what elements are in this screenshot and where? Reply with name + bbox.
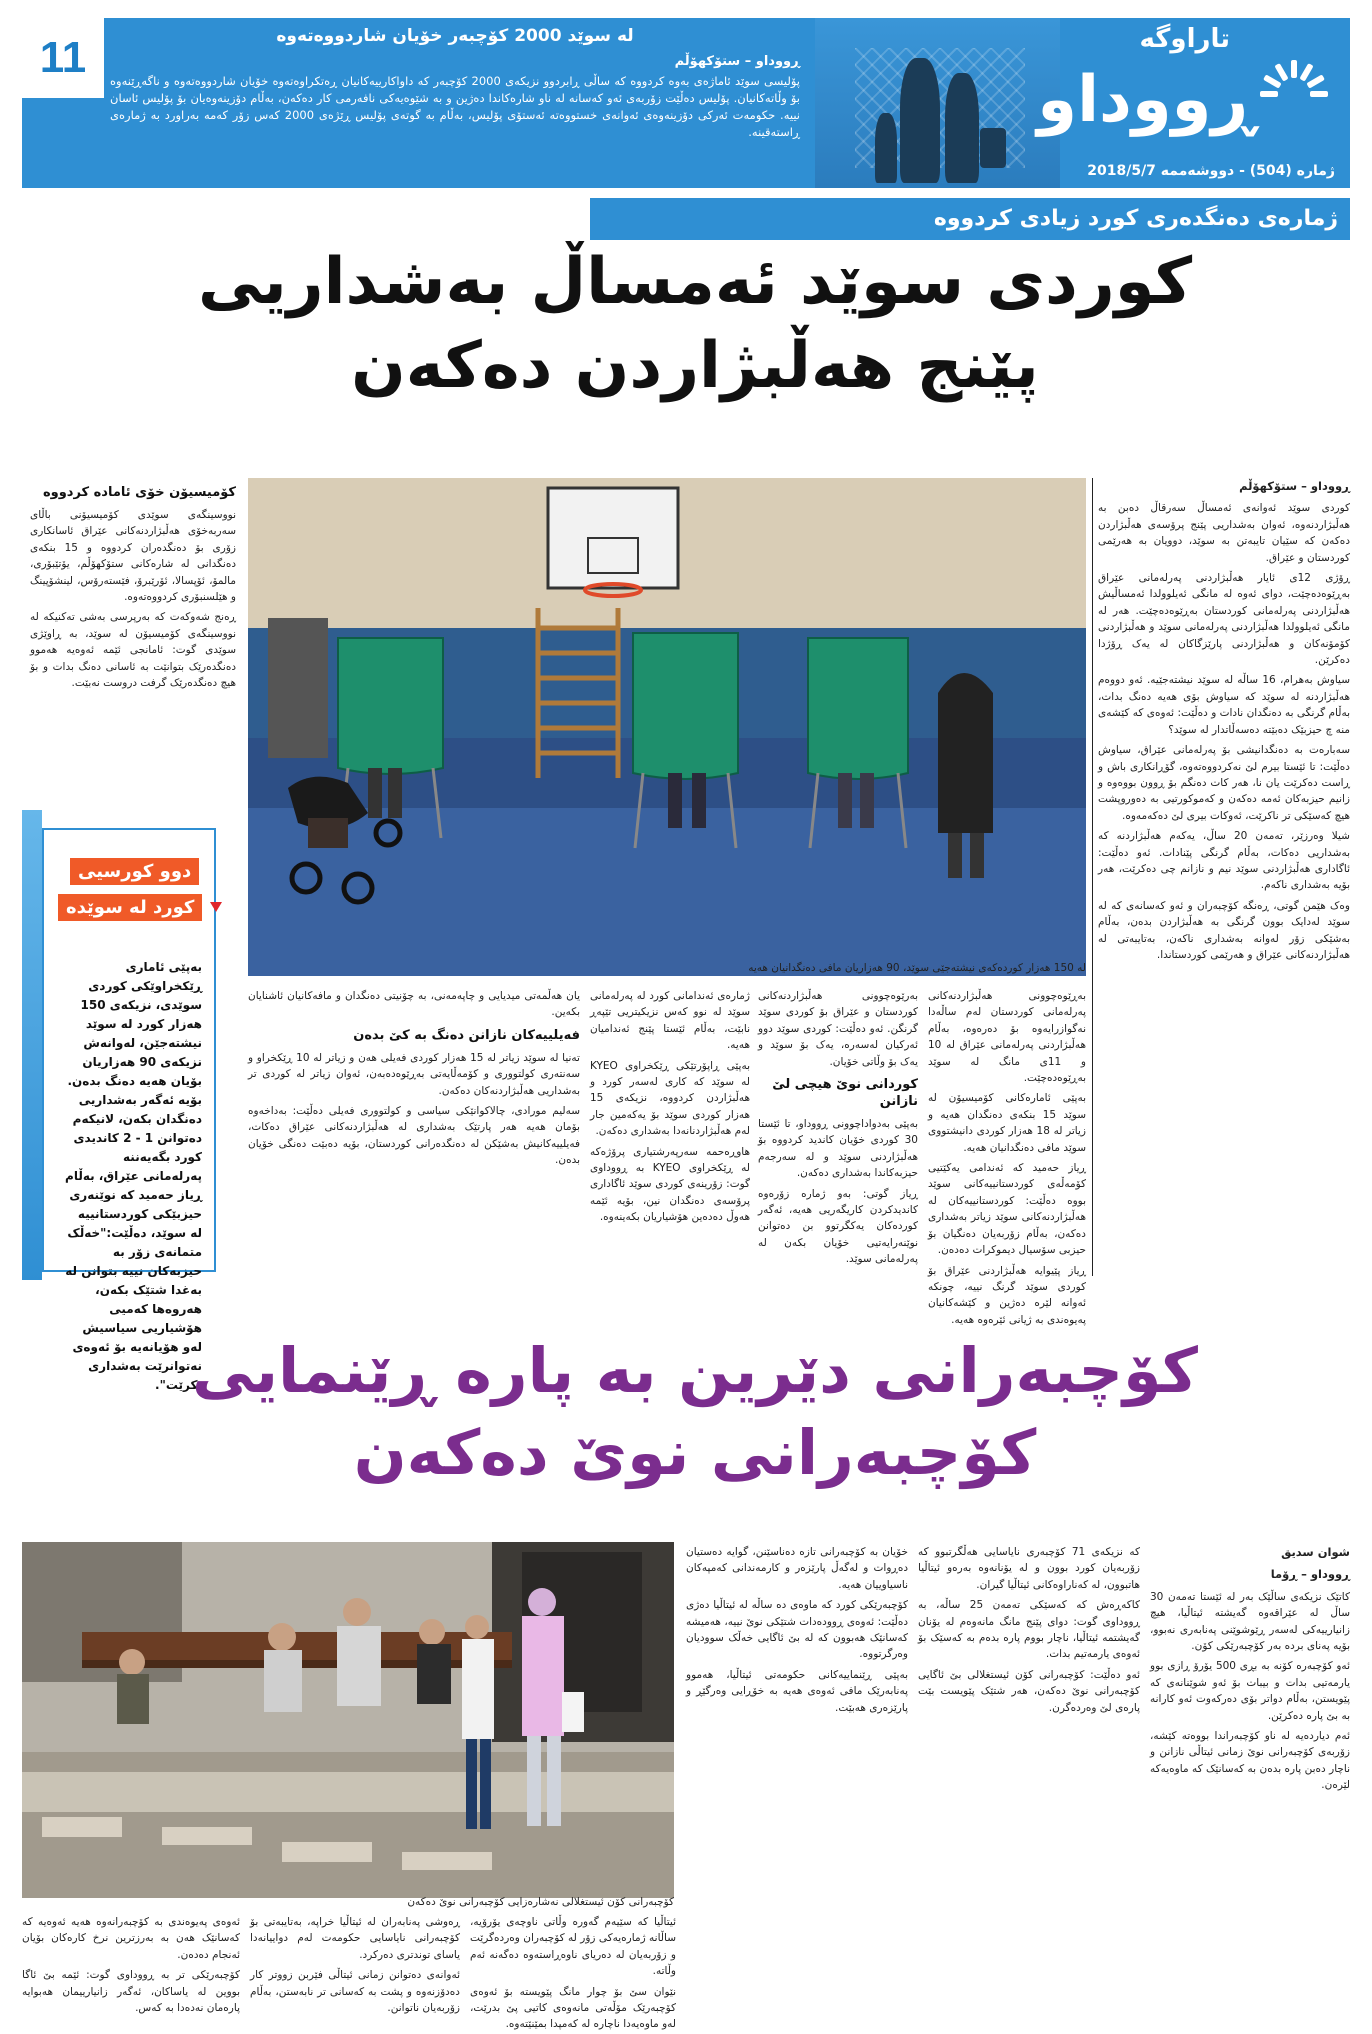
column-rule [1092, 478, 1093, 1276]
main-headline [40, 240, 1350, 408]
paragraph: کە نزیکەی 71 کۆچبەری نایاسایی هەڵگرتبوو کە زۆربەیان کورد بوون و لە یۆنانەوە بەرەو ئیتاڵیا هاتبوون، لە کەناراوەکانی ئیتاڵیا گیران. [918, 1546, 1141, 1591]
paragraph: وەک هێمن گوتی، ڕەنگە کۆچبەران و ئەو کەسانەی کە لە سوێد لەدایک بوون گرنگی بە هەڵبژاردن بدەن، بەڵام بەشێکی زۆر لەوانە بەشداری ناکەن، بەتایبەتی لە هەڵبژاردنەکانی عێراق و هەرێمی کوردستاندا. [1098, 899, 1350, 961]
paragraph: بەپێی ئامارەکانی کۆمیسیۆن لە سوێد 15 بنکەی دەنگدان هەیە و زیاتر لە 18 هەزار کوردی دانیشتووی سوێد مافی دەنگدانیان هەیە. [928, 1092, 1086, 1154]
paragraph: ئیتاڵیا کە سێیەم گەورە وڵاتی ناوچەی یۆرۆیە، ساڵانە ژمارەیەکی زۆر لە کۆچبەران وەردەگرێت و زۆربەیان لە دەریای ناوەڕاستەوە دەگەنە ئەم وڵاتە. [470, 1916, 676, 1978]
article2-column-6 [22, 1914, 240, 2029]
paragraph: ڕەوشی پەنابەران لە ئیتاڵیا خراپە، بەتایبەتی بۆ کۆچبەرانی نایاسایی حکومەت لەم دواییانەدا یاسای توندتری دەرکرد. [250, 1916, 460, 1961]
article1-column-1 [1098, 478, 1350, 1276]
paragraph: ڕۆژی 12ی ئایار هەڵبژاردنی پەرلەمانی عێراق بەڕێوەدەچێت، دوای ئەوە لە مانگی ئەیلوولدا ئەمساڵیش هەڵبژاردنی پەرلەمانی کوردستان بەڕێوەدەچێت. هەر لە مانگی ئەیلوولدا هەڵبژاردنی پەرلەمانی سوێد و هەڵبژاردنی کۆمۆنەکان و هەڵبژاردنی پارێزگاکان لە یەک ڕۆژدا دەکرێن. [1098, 572, 1351, 667]
page-number: 11 [22, 18, 104, 98]
article1-column-2 [928, 988, 1086, 1326]
paragraph: کۆچبەرێکی تر بە ڕووداوی گوت: ئێمە بێ ئاگا بووین لە یاساکان، ئەگەر زانیارییمان هەبوایە پارەمان نەدەدا بە کەس. [22, 1969, 240, 2015]
headline2-line-1: کۆچبەرانی دێرین بە پارە ڕێنمایی [192, 1334, 1198, 1407]
figure-silhouette [875, 113, 897, 183]
header-photo [815, 18, 1060, 188]
paragraph: یان هەڵمەتی میدیایی و چاپەمەنی، بە چۆنیتی دەنگدان و مافەکانیان ئاشنایان بکەین. [248, 990, 580, 1019]
photo1-caption: لە 150 هەزار کوردەکەی نیشتەجێی سوێد، 90 هەزاریان مافی دەنگدانیان هەیە [748, 962, 1086, 974]
paragraph: ئەوانەی دەتوانن زمانی ئیتاڵی فێربن زووتر کار دەدۆزنەوە و پشت بە کەسانی تر نابەستن، بەڵام زۆربەیان ناتوانن. [250, 1969, 460, 2015]
article2-column-3 [686, 1544, 908, 2029]
issue-date: ژمارە (504) - دووشەممە 2018/5/7 [1087, 163, 1335, 179]
article1-column-5 [248, 988, 580, 1276]
paragraph: ئەم دیاردەیە لە ناو کۆچبەراندا بووەتە کێشە، زۆربەی کۆچبەرانی نوێ زمانی ئیتاڵی نازانن و ناچار دەبن پارە بدەن بە کەسانێک کە ماوەیەکە لێرەن. [1150, 1730, 1350, 1792]
teaser-title: لە سوێد 2000 کۆچبەر خۆیان شاردووەتەوە [276, 26, 634, 46]
paragraph: ئەوەی پەیوەندی بە کۆچبەرانەوە هەیە ئەوەیە کە کەسانێک هەن بە بەرزترین نرخ کارەکان بۆیان ئەنجام دەدەن. [22, 1916, 240, 1961]
paragraph: ڕیاز حەمید کە ئەندامی یەکێتیی کۆمەڵەی کوردستانییەکانی سوێد بووە دەڵێت: کوردستانییەکان لە هەڵبژاردنەکانی سوێد زیاتر بەشداری دەکەن، بەڵام زۆربەیان دەنگیان بۆ حیزبی سۆسیال دیموکرات دەدەن. [928, 1162, 1086, 1257]
sidebar-body: بەپێی ئاماری ڕێکخراوێکی کوردی سوێدی، نزیکەی 150 هەزار کورد لە سوێد نیشتەجێن، لەوانەش نزیکەی 90 هەزاریان بۆیان هەیە دەنگ بدەن. بۆیە ئەگەر بەشداریی دەنگدان بکەن، لانیکەم دەتوانن 1 - 2 کاندیدی کورد بگەیەننە پەرلەمانی عێراق، بەڵام ڕیاز حەمید کە نوێنەری حیزبێکی کوردستانییە لە سوێد، دەڵێت:"خەڵک متمانەی زۆر بە حیزبەکان نییە بتوانن لە بەغدا شتێک بکەن، هەروەها کەمیی هۆشیاریی سیاسیش لەو هۆیانەیە بۆ ئەوەی نەتوانرێت بەشداری بکرێت". [65, 960, 202, 1392]
supplement-title: تاراوگە [1139, 24, 1230, 54]
paragraph: بەپێی ڕێنماییەکانی حکومەتی ئیتاڵیا، هەموو پەنابەرێک مافی ئەوەی هەیە بە خۆڕایی وەرگێڕ و پارێزەری هەبێت. [686, 1668, 908, 1714]
section-strip: ژمارەی دەنگدەری کورد زیادی کردووە [590, 198, 1350, 240]
paragraph: ڕیاز پێیوایە هەڵبژاردنی عێراق بۆ کوردی سوێد گرنگ نییە، چونکە ئەوانە لێرە دەژین و کێشەکانیان پەیوەندی بە ژیانی ئێرەوە هەیە. [928, 1264, 1086, 1326]
article1-column-4 [590, 988, 750, 1276]
header-teaser [110, 24, 800, 184]
figure-silhouette [945, 73, 979, 183]
paragraph: ژمارەی ئەندامانی کورد لە پەرلەمانی سوێد لە نوو کەس نزیکیتریی تێپەڕ نابێت، بەڵام ئێستا پێنج ئەندامیان هەیە. [590, 990, 750, 1052]
paragraph: کاتێک نزیکەی ساڵێک بەر لە ئێستا تەمەن 30 ساڵ لە عێراقەوە گەیشتە ئیتاڵیا، هیچ زانیارییەکی لەسەر ڕێوشوێنی پەنابەری نەبوو، بۆیە پەنای بردە بەر کۆچبەرێکی کۆن. [1150, 1590, 1350, 1653]
teaser-byline: ڕووداو – ستۆکهۆڵم [674, 54, 800, 69]
paragraph: سیاوش بەهرام، 16 ساڵە لە سوێد نیشتەجێیە. ئەو دووەم هەڵبژاردنە لە سوێد کە سیاوش بۆی هەیە دەنگ بدات، بەڵام گرنگی بە دەنگدان نادات و دەڵێت: ئەوەی کە کێشەی منە چ حیزبێک دەبێتە دەسەڵاتدار لە سوێد؟ [1098, 674, 1350, 736]
sunburst-logo-icon [1258, 58, 1330, 130]
second-headline [40, 1330, 1350, 1494]
headline2-line-2: کۆچبەرانی نوێ دەکەن [353, 1416, 1037, 1489]
masthead [1037, 18, 1350, 188]
polling-booths-illustration [248, 478, 1086, 976]
left-column [30, 478, 236, 788]
paragraph: نووسینگەی سوێدی کۆمیسیۆنی باڵای سەربەخۆی هەڵبژاردنەکانی عێراق ئاسانکاری زۆری بۆ دەنگدەران کردووە و 15 بنکەی دەنگدانی لە شارەکانی ستۆکهۆڵم، یۆتێبۆری، مالمۆ، ئۆپسالا، ئۆرێبرۆ، فێستەرۆس، لینشۆپینگ و هێلسنبۆری کردووەتەوە. [30, 509, 236, 604]
logo-wordmark: ڕووداو [1037, 63, 1255, 137]
street-scene-illustration [22, 1542, 674, 1898]
sidebar-title-line-2: کورد لە سوێدە [58, 894, 202, 921]
paragraph: سەلیم مورادی، چالاکوانێکی سیاسی و کولتووری فەیلی دەڵێت: بەداخەوە بۆمان هەیە هەر پارتێک بەشداری لە هەڵبژاردنەکانی عێراق دەکات، فەیلییەکانیش بەشێکن لە دەنگدەرانی کوردستان، بۆیە دەبێت دەنگی خۆیان بدەن. [248, 1105, 580, 1167]
photo-migrants-bench [22, 1542, 674, 1898]
photo-polling-station [248, 478, 1086, 976]
paragraph: ئەو دەڵێت: کۆچبەرانی کۆن ئیستغلالی بێ ئاگایی کۆچبەرانی نوێ دەکەن، هەر شتێک پێویست بێت پارەی لێ وەردەگرن. [918, 1668, 1140, 1714]
paragraph: کۆچبەرێکی کورد کە ماوەی دە ساڵە لە ئیتاڵیا دەژی دەڵێت: ئەوەی ڕوودەدات شتێکی نوێ نییە، هەمیشە کەسانێک هەبوون کە لە بێ ئاگایی خەڵک سوودیان وەرگرتووە. [686, 1599, 908, 1661]
sidebar-title-line-1: دوو کورسیی [70, 858, 199, 885]
left-column-title: کۆمیسیۆن خۆی ئامادە کردووە [42, 485, 236, 500]
paragraph: ڕیاز گوتی: بەو ژمارە زۆرەوە کاندیدکردن کاریگەریی هەیە، ئەگەر کوردەکان یەکگرتوو بن دەتوانن نوێنەرایەتیی خۆیان بکەن لە پەرلەمانی سوێد. [758, 1187, 918, 1266]
paragraph: کاکەڕەش کە کەسێکی تەمەن 25 ساڵە، بە ڕووداوی گوت: دوای پێنج مانگ مانەوەم لە یۆنان گەیشتمە ئیتاڵیا، ناچار بووم پارە بدەم بە کەسێک بۆ ئەوەی یارمەتیم بدات. [918, 1599, 1140, 1661]
headline-line-1: کوردی سوێد ئەمساڵ بەشداریی [197, 245, 1193, 319]
triangle-marker-icon [210, 902, 222, 912]
subheading: فەیلییەکان نازانن دەنگ بە کێ بدەن [353, 1027, 580, 1043]
subheading: کوردانی نوێ هیچی لێ نازانن [772, 1077, 918, 1110]
paragraph: سەبارەت بە دەنگدانیشی بۆ پەرلەمانی عێراق، سیاوش دەڵێت: تا ئێستا بیرم لێ نەکردووەتەوە، گۆڕانکاری باش و ڕاست دەکرێت یان نا، هەر کات دەنگم بۆ ڕوون بووەوە و زانیم حیزبەکان ئەمە دەکەن و کەموکورتیی بە دەوروپشت هیچ کەسێکی تر ناکرێت، ئەوکات بیری لێ دەکەمەوە. [1098, 744, 1350, 822]
sidebar-accent [22, 810, 42, 1280]
paragraph: هاوڕەحمە سەرپەرشتیاری پرۆژەکە لە ڕێکخراوی KYEO بە ڕووداوی گوت: زۆرینەی کوردی سوێد ئاگاداری پرۆسەی دەنگدان نین، بۆیە ئێمە هەوڵ دەدەین هۆشیاریان بکەینەوە. [590, 1145, 750, 1224]
paragraph: خۆیان بە کۆچبەرانی تازە دەناسێنن، گوایە دەستیان دەڕوات و لەگەڵ پارێزەر و کارمەندانی کەمپەکان ناسیاوییان هەیە. [686, 1546, 908, 1591]
article2-byline-place: ڕووداو – ڕۆما [1270, 1567, 1350, 1582]
paragraph: نێوان سێ بۆ چوار مانگ پێویستە بۆ ئەوەی کۆچبەرێک مۆڵەتی مانەوەی کاتیی پێ بدرێت، لەو ماوەیەدا ناچارە لە کەمپدا بمێنێتەوە. [470, 1985, 676, 2031]
article2-column-5 [250, 1914, 460, 2029]
paragraph: بەپێی ڕاپۆرتێکی ڕێکخراوی KYEO لە سوێد کە کاری لەسەر کورد و هەڵبژاردن کردووە، نزیکەی 15 هەزار کوردی سوێد بۆ یەکەمین جار لەم هەڵبژاردنانەدا بەشداری دەکەن. [590, 1059, 750, 1138]
paragraph: بەرێوەچوونی هەڵبژاردنەکانی کوردستان و عێراق بۆ کوردی سوێد گرنگن. ئەو دەڵێت: کوردی سوێد دوو ئەرکیان لەسەرە، یەک بۆ سوێد و یەک بۆ وڵاتی خۆیان. [758, 990, 918, 1068]
photo2-caption: کۆچبەرانی کۆن ئیستغلالی نەشارەزایی کۆچبەرانی نوێ دەکەن [407, 1896, 674, 1908]
headline-line-2: پێنج هەڵبژاردن دەکەن [351, 329, 1039, 403]
paragraph: ئەو کۆچبەرە کۆنە بە بڕی 500 یۆرۆ ڕازی بوو یارمەتیی بدات و بیبات بۆ ئەو شوێنانەی کە پێویستن، بەڵام دواتر بۆی دەرکەوت ئەو کارانە بە بێ پارە دەکرێن. [1150, 1660, 1350, 1722]
paragraph: کوردی سوێد ئەوانەی ئەمساڵ سەرقاڵ دەبن بە هەڵبژاردنەوە، ئەوان بەشداریی پێنج پرۆسەی هەڵبژاردن دەکەن کە سێیان تایبەتن بە سوێد، دوویان بە هەرێمی کوردستان و عێراق. [1098, 502, 1350, 564]
paragraph: ڕەنج شەوکەت کە بەرپرسی بەشی تەکنیکە لە نووسینگەی کۆمیسیۆن لە سوێد، بە ڕاوێژی سوێدی گوت: ئامانجی ئێمە ئەوەیە هەموو دەنگدەرێک بتوانێت بە ئاسانی دەنگ بدات و بۆ هیچ دەنگدەرێک گرفت دروست نەبێت. [30, 611, 236, 690]
suitcase-icon [980, 128, 1006, 168]
article1-column-3 [758, 988, 918, 1276]
figure-silhouette [900, 58, 940, 183]
article1-byline: ڕووداو – ستۆکهۆڵم [1239, 479, 1350, 493]
teaser-body: پۆلیسی سوێد ئاماژەی بەوە کردووە کە ساڵی ڕابردوو نزیکەی 2000 کۆچبەر کە داواکارییەکانیان ڕەتکراوەتەوە خۆیان شاردووەتەوە و ناگەڕێنەوە بۆ وڵاتەکانیان. پۆلیس دەڵێت زۆربەی ئەو کەسانە لە ناو شارەکاندا دەژین و بە شێوەیەکی نافەرمی کار دەکەن، بەڵام دۆزینەوەیان بۆ پۆلیس ئاسان نییە. حکومەت ئەرکی دۆزینەوەی ئەوانەی خستووەتە ئەستۆی پۆلیس، بەڵام بە گوتەی پۆلیس ڕێژەی 2000 کەس زۆر کەمە بەراورد بە ژمارەی ڕاستەقینە. [110, 74, 801, 139]
article2-byline-name: شوان سدیق [1281, 1545, 1350, 1559]
paragraph: بەپێی بەدواداچوونی ڕووداو، تا ئێستا 30 کوردی خۆیان کاندید کردووە بۆ هەڵبژاردنی سوێد و لە سەرجەم حیزبەکاندا بەشداری دەکەن. [758, 1118, 918, 1180]
article2-column-2 [918, 1544, 1140, 2029]
paragraph: بەڕێوەچوونی هەڵبژاردنەکانی پەرلەمانی کوردستان لەم ساڵەدا نەگوازرایەوە بۆ دەرەوە، بەڵام هەڵبژاردنی پەرلەمانی عێراق لە 10 و 11ی مانگ لە سوێد بەڕێوەدەچێت. [928, 990, 1086, 1085]
article2-column-4 [470, 1914, 676, 2029]
article2-column-1 [1150, 1544, 1350, 2029]
paragraph: تەنیا لە سوێد زیاتر لە 15 هەزار کوردی فەیلی هەن و زیاتر لە 10 ڕێکخراو و سەنتەری کولتووری و کۆمەڵایەتی بەڕێوەدەبەن، ئەوان زیاتر لە کوردی تر بەشداریی هەڵبژاردنەکان دەکەن. [248, 1051, 580, 1097]
paragraph: شیلا وەرزێر، تەمەن 20 ساڵ، یەکەم هەڵبژاردنە کە بەشداریی دەکات، بەڵام گرنگی پێنادات. ئەو دەڵێت: ئاگاداری هەڵبژاردنی سوێد نیم و نازانم چی دەکرێت، هەر بۆیە بەشداری ناکەم. [1098, 830, 1350, 892]
